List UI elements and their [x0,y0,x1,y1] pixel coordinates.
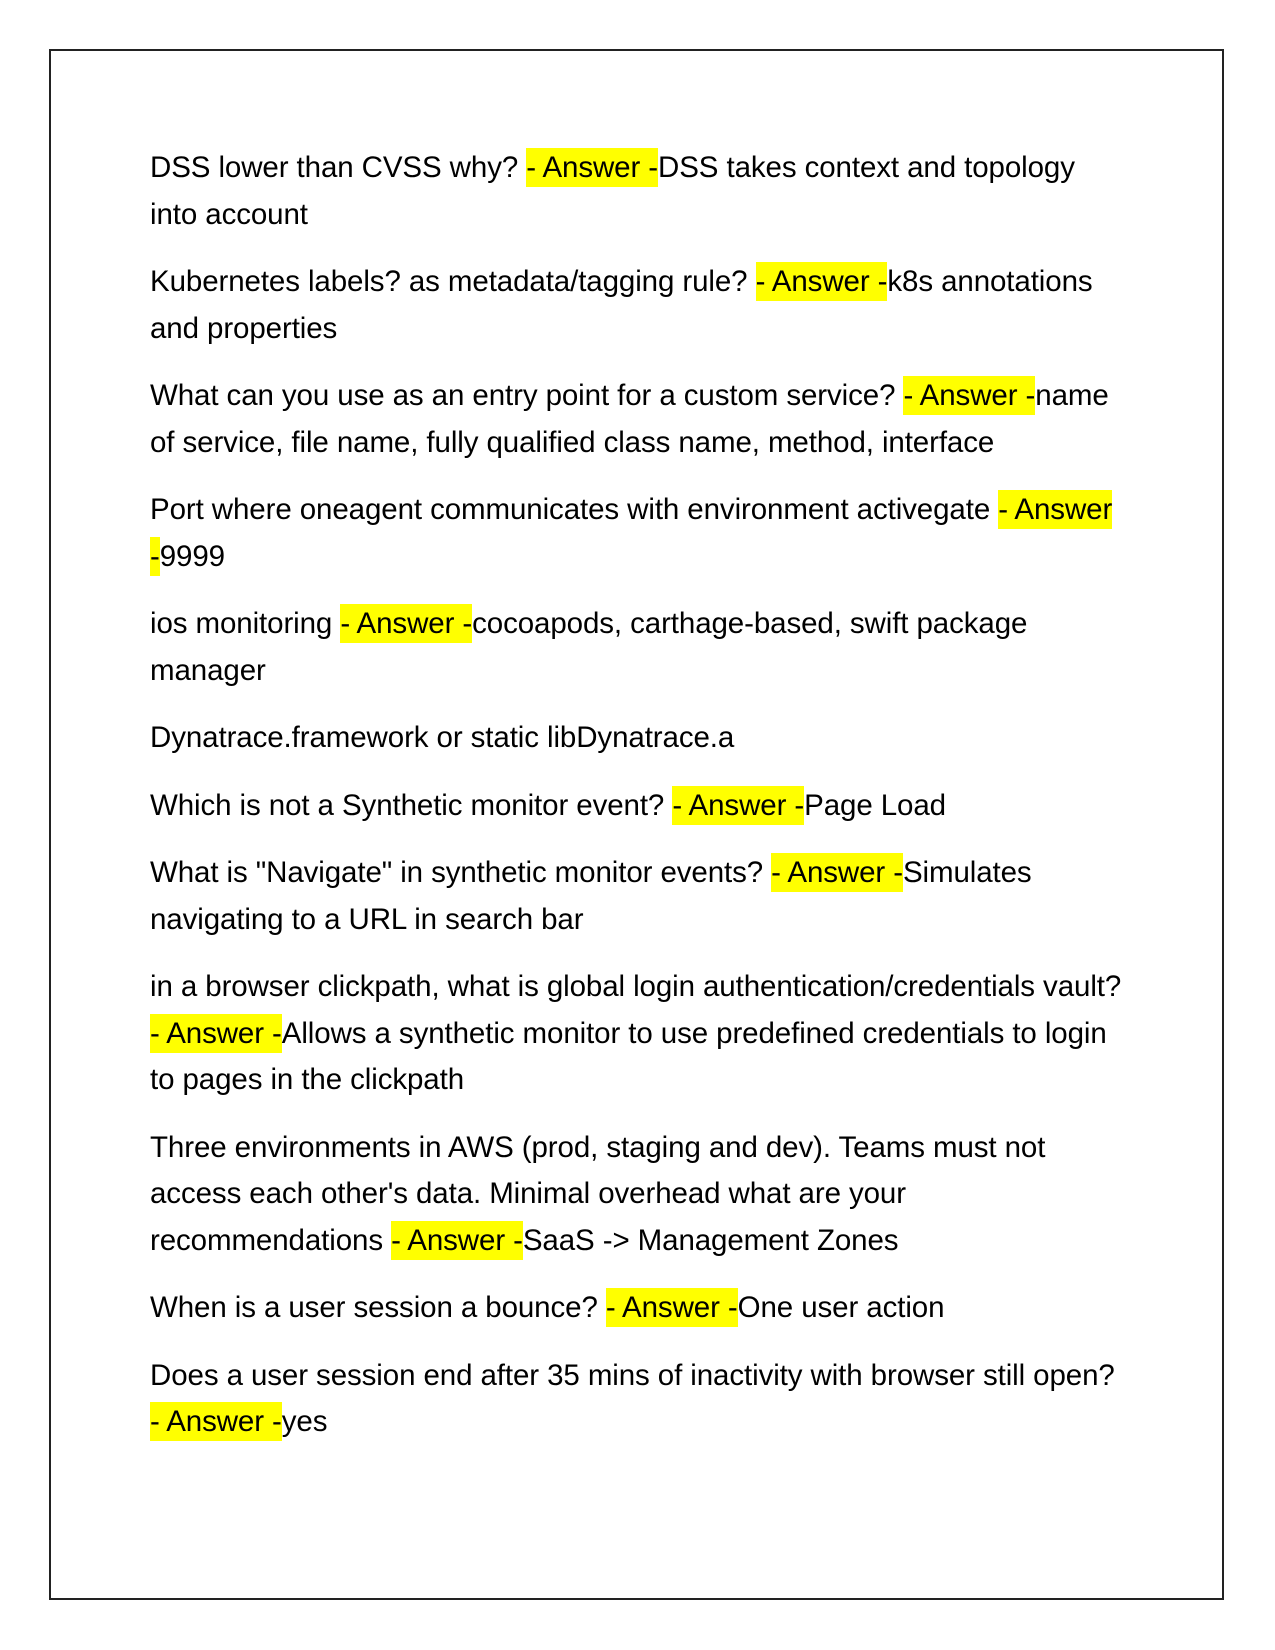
qa-item [150,1285,1130,1332]
qa-item [150,373,1130,466]
answer-text: Page Load [804,788,946,822]
answer-marker: - Answer - [391,1221,523,1260]
question-text: What can you use as an entry point for a custom service? [150,379,904,412]
question-text: What is "Navigate" in synthetic monitor events? [150,856,772,889]
question-text: When is a user session a bounce? [150,1291,606,1324]
answer-marker: - Answer - [340,604,472,643]
plain-text: Dynatrace.framework or static libDynatrace.a [150,721,735,754]
answer-marker: - Answer - [903,376,1035,415]
question-text: Which is not a Synthetic monitor event? [150,788,673,822]
answer-text: yes [281,1405,328,1438]
qa-item [150,783,1130,830]
answer-marker: - Answer - [672,786,804,825]
answer-text: DSS takes context and topology into account [150,151,1075,231]
answer-text: cocoapods, carthage-based, swift package manager [150,607,1028,687]
qa-item [150,487,1130,580]
plain-line [150,715,1130,762]
answer-text: Simulates navigating to a URL in search bar [150,856,1032,936]
answer-text: One user action [737,1291,945,1324]
question-text: Port where oneagent communicates with environment activegate [150,493,999,526]
answer-marker: - Answer - [150,490,1112,576]
question-text: ios monitoring [150,607,341,640]
answer-text: 9999 [159,539,225,573]
answer-marker: - Answer - [771,853,903,892]
question-text: DSS lower than CVSS why? [150,151,527,184]
document-body [150,145,1130,1467]
answer-text: k8s annotations and properties [150,265,1093,345]
qa-item [150,259,1130,352]
answer-text: Allows a synthetic monitor to use predefined credentials to login to pages in the clickpath [150,1016,1107,1096]
qa-item [150,601,1130,694]
qa-item [150,1125,1130,1265]
answer-marker: - Answer - [606,1288,738,1327]
question-text: Three environments in AWS (prod, staging and dev). Teams must not access each other's data. Minimal overhead what are your recommendations [150,1130,1046,1257]
qa-item [150,850,1130,943]
answer-marker: - Answer - [150,1402,282,1441]
question-text: Does a user session end after 35 mins of inactivity with browser still open? [150,1358,1115,1392]
qa-item [150,964,1130,1104]
qa-item [150,1353,1130,1446]
answer-marker: - Answer - [150,1014,282,1053]
answer-marker: - Answer - [756,262,888,301]
question-text: in a browser clickpath, what is global login authentication/credentials vault? [150,970,1122,1003]
qa-item [150,145,1130,238]
answer-marker: - Answer - [526,148,658,187]
answer-text: SaaS -> Management Zones [522,1223,899,1257]
answer-text: name of service, file name, fully qualified class name, method, interface [150,379,1109,459]
question-text: Kubernetes labels? as metadata/tagging rule? [150,265,756,298]
